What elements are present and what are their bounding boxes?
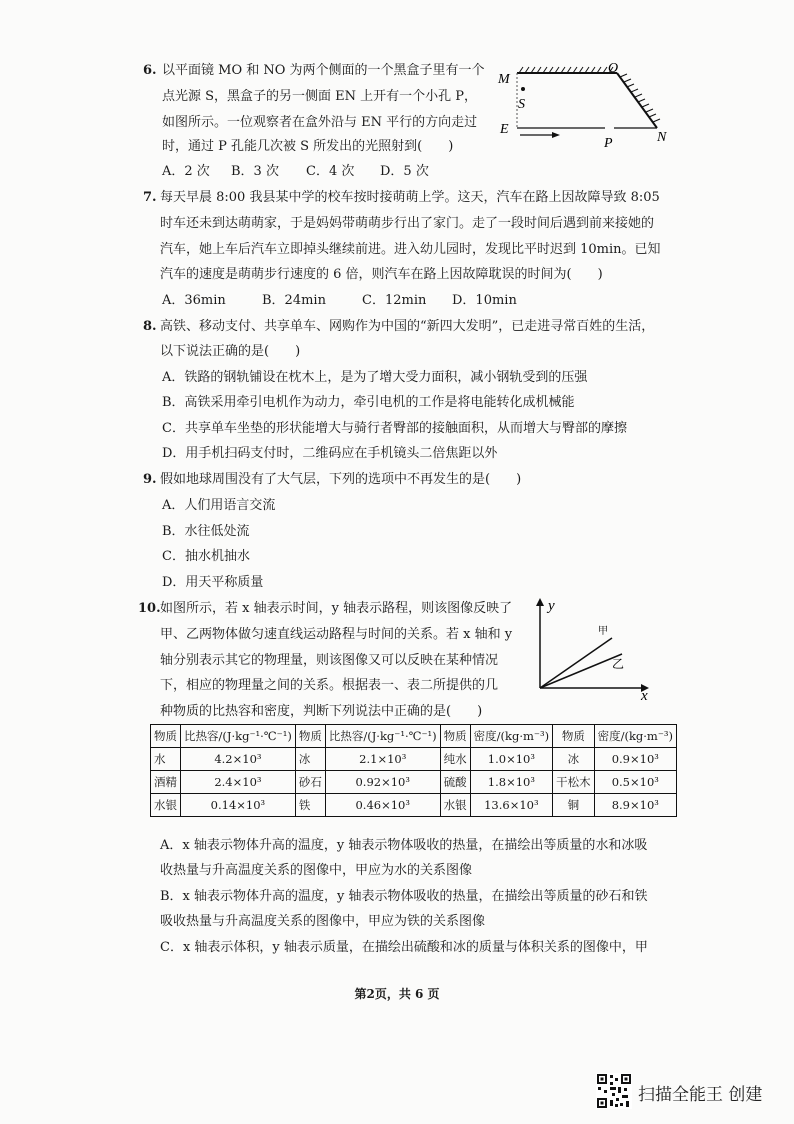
table-header-cell: 物质 [553, 725, 595, 748]
label-p: P [604, 136, 613, 150]
option-b: B．水往低处流 [162, 524, 250, 539]
line-yi-label: 乙 [612, 657, 625, 671]
option-a: A．铁路的钢轨铺设在枕木上，是为了增大受力面积，减小钢轨受到的压强 [162, 370, 588, 385]
table-cell: 13.6×10³ [470, 794, 552, 817]
table-row [151, 794, 677, 817]
line-jia-label: 甲 [598, 626, 608, 637]
label-m: M [498, 72, 510, 87]
option-c: C．抽水机抽水 [162, 549, 250, 564]
question-text-line: 时车还未到达萌萌家，于是妈妈带萌萌步行出了家门。走了一段时间后遇到前来接她的 [160, 216, 655, 231]
option-d: D．5 次 [380, 164, 429, 179]
table-cell: 0.9×10³ [594, 748, 676, 771]
question-text-line: 时，通过 P 孔能几次被 S 所发出的光照射到( ) [162, 139, 454, 154]
line-graph-figure [528, 596, 658, 700]
table-cell: 干松木 [553, 771, 595, 794]
question-text-line: 以平面镜 MO 和 NO 为两个侧面的一个黑盒子里有一个 [162, 63, 485, 78]
table-cell: 砂石 [295, 771, 325, 794]
option-d: D．10min [452, 293, 517, 308]
y-axis-arrow-icon [536, 598, 544, 606]
table-cell: 0.14×10³ [181, 794, 296, 817]
table-cell: 冰 [295, 748, 325, 771]
x-axis-label: x [641, 688, 648, 700]
table-cell: 1.8×10³ [470, 771, 552, 794]
question-number: 9. [143, 472, 157, 487]
properties-table [150, 724, 677, 817]
table-cell: 1.0×10³ [470, 748, 552, 771]
option-b: B．x 轴表示物体升高的温度，y 轴表示物体吸收的热量，在描绘出等质量的砂石和铁 [160, 889, 648, 904]
table-header-cell: 物质 [295, 725, 325, 748]
question-text-line: 如图所示，若 x 轴表示时间，y 轴表示路程，则该图像反映了 [160, 601, 513, 616]
question-text-line: 汽车的速度是萌萌步行速度的 6 倍，则汽车在路上因故障耽误的时间为( ) [160, 267, 603, 282]
question-text-line: 高铁、移动支付、共享单车、网购作为中国的“新四大发明”，已走进寻常百姓的生活， [160, 319, 655, 334]
question-text-line: 甲、乙两物体做匀速直线运动路程与时间的关系。若 x 轴和 y [160, 627, 513, 642]
question-text-line: 汽车，她上车后汽车立即掉头继续前进。进入幼儿园时，发现比平时迟到 10min。已知 [160, 242, 661, 257]
table-cell: 0.5×10³ [594, 771, 676, 794]
arrow-head-icon [552, 132, 560, 138]
table-cell: 冰 [553, 748, 595, 771]
option-a: A．人们用语言交流 [162, 498, 276, 513]
label-n: N [657, 130, 667, 145]
option-b: B．3 次 [231, 164, 279, 179]
table-cell: 水银 [440, 794, 470, 817]
option-d: D．用天平称质量 [162, 575, 264, 590]
question-number: 6. [143, 63, 157, 78]
page-footer: 第2页，共 6 页 [354, 987, 440, 1001]
table-cell: 硫酸 [440, 771, 470, 794]
table-cell: 纯水 [440, 748, 470, 771]
question-number: 7. [143, 190, 157, 205]
table-header-cell: 物质 [151, 725, 181, 748]
table-cell: 2.4×10³ [181, 771, 296, 794]
question-number: 10. [138, 601, 161, 616]
question-text-line: 以下说法正确的是( ) [160, 344, 301, 359]
table-header-row [151, 725, 677, 748]
table-cell: 0.92×10³ [325, 771, 440, 794]
table-header-cell: 密度/(kg·m⁻³) [594, 725, 676, 748]
table-cell: 0.46×10³ [325, 794, 440, 817]
table-cell: 4.2×10³ [181, 748, 296, 771]
table-row [151, 771, 677, 794]
question-text-line: 下，相应的物理量之间的关系。根据表一、表二所提供的几 [160, 678, 499, 693]
option-a: A．36min [162, 293, 226, 308]
question-text-line: 种物质的比热容和密度，判断下列说法中正确的是( ) [160, 704, 483, 719]
light-source-dot [521, 87, 525, 91]
option-a: A．2 次 [162, 164, 210, 179]
scanner-watermark: 扫描全能王 创建 [638, 1085, 763, 1105]
option-a-continued: 收热量与升高温度关系的图像中，甲应为水的关系图像 [160, 863, 473, 878]
question-text-line: 假如地球周围没有了大气层，下列的选项中不再发生的是( ) [160, 472, 522, 487]
option-a: A．x 轴表示物体升高的温度，y 轴表示物体吸收的热量，在描绘出等质量的水和冰吸 [160, 838, 648, 853]
option-d: D．用手机扫码支付时，二维码应在手机镜头二倍焦距以外 [162, 446, 498, 461]
option-c: C．4 次 [306, 164, 355, 179]
mirror-on-hatching [620, 74, 660, 122]
table-header-cell: 物质 [440, 725, 470, 748]
table-header-cell: 比热容/(J·kg⁻¹·℃⁻¹) [325, 725, 440, 748]
table-cell: 水银 [151, 794, 181, 817]
option-b: B．高铁采用牵引电机作为动力，牵引电机的工作是将电能转化成机械能 [162, 395, 575, 410]
table-cell: 铁 [295, 794, 325, 817]
question-text-line: 如图所示。一位观察者在盒外沿与 EN 平行的方向走过 [162, 115, 478, 130]
table-header-cell: 密度/(kg·m⁻³) [470, 725, 552, 748]
mirror-box-figure [490, 58, 680, 150]
question-text-line: 每天早晨 8:00 我县某中学的校车按时接萌萌上学。这天，汽车在路上因故障导致 8:05 [160, 190, 660, 205]
option-b-continued: 吸收热量与升高温度关系的图像中，甲应为铁的关系图像 [160, 914, 486, 929]
question-number: 8. [143, 319, 157, 334]
y-axis-label: y [548, 598, 555, 614]
label-s: S [518, 97, 525, 112]
label-e: E [500, 122, 509, 137]
table-header-cell: 比热容/(J·kg⁻¹·℃⁻¹) [181, 725, 296, 748]
option-c: C．12min [362, 293, 427, 308]
table-cell: 水 [151, 748, 181, 771]
question-text-line: 点光源 S，黑盒子的另一侧面 EN 上开有一个小孔 P， [162, 89, 478, 104]
table-cell: 2.1×10³ [325, 748, 440, 771]
table-cell: 酒精 [151, 771, 181, 794]
option-b: B．24min [262, 293, 326, 308]
table-row [151, 748, 677, 771]
table-cell: 8.9×10³ [594, 794, 676, 817]
qr-code-icon [596, 1073, 632, 1109]
table-cell: 铜 [553, 794, 595, 817]
mirror-on [617, 73, 657, 128]
label-o: O [608, 61, 619, 76]
option-c: C．共享单车坐垫的形状能增大与骑行者臀部的接触面积，从而增大与臀部的摩擦 [162, 421, 627, 436]
question-text-line: 轴分别表示其它的物理量，则该图像又可以反映在某种情况 [160, 653, 499, 668]
option-c: C．x 轴表示体积，y 轴表示质量，在描绘出硫酸和冰的质量与体积关系的图像中，甲 [160, 940, 648, 955]
